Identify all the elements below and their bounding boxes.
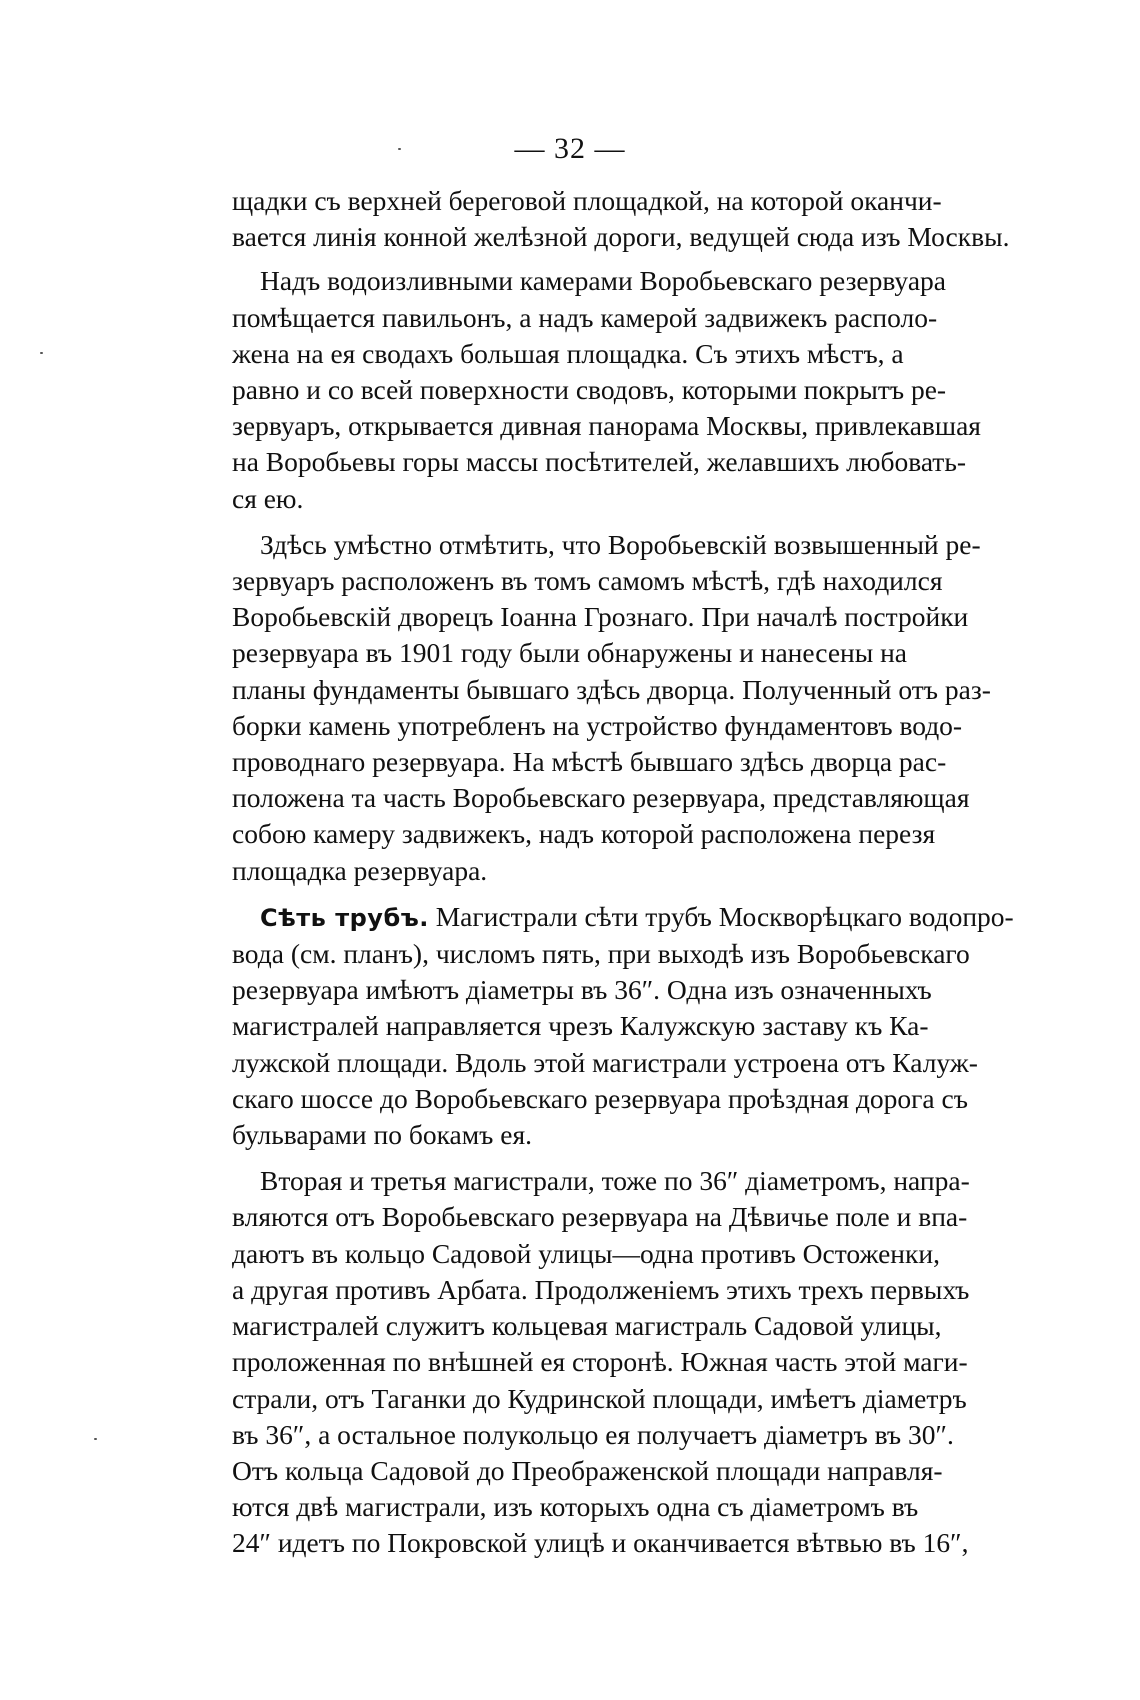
scan-speck [94,1438,97,1440]
text-line: бульварами по бокамъ ея. [232,1119,532,1151]
text-line: зервуаръ расположенъ въ томъ самомъ мѣстѣ, гдѣ находился [232,565,943,597]
text-line: а другая противъ Арбата. Продолженіемъ этихъ трехъ первыхъ [232,1273,970,1305]
text-line: зервуаръ, открывается дивная панорама Москвы, привлекавшая [232,410,981,442]
text-line: щадки съ верхней береговой площадкой, на которой оканчи- [232,185,942,216]
page-number: — 32 — [514,132,626,165]
scan-speck [398,148,401,150]
text-line: скаго шоссе до Воробьевскаго резервуара проѣздная дорога съ [232,1082,968,1114]
text-line: жена на ея сводахъ большая площадка. Съ этихъ мѣстъ, а [232,337,904,369]
text-line: проложенная по внѣшней ея сторонѣ. Южная часть этой маги- [232,1346,968,1378]
text-line: собою камеру задвижекъ, надъ которой расположена перезя [232,818,936,850]
scan-speck [40,352,43,354]
section-heading: Сѣть трубъ. [260,903,429,932]
text-line: планы фундаменты бывшаго здѣсь дворца. Полученный отъ раз- [232,673,991,705]
text-line: площадка резервуара. [232,854,488,886]
text-line: Отъ кольца Садовой до Преображенской площади направля- [232,1454,943,1486]
text-line-fragment: Магистрали сѣти трубъ Москворѣцкаго водопро- [435,900,1014,932]
text-line: проводнаго резервуара. На мѣстѣ бывшаго здѣсь дворца рас- [232,746,947,778]
text-line: Надъ водоизливными камерами Воробьевскаго резервуара [260,265,946,297]
paragraph-1 [232,183,1010,255]
text-line: резервуара имѣютъ діаметры въ 36″. Одна изъ означенныхъ [232,974,932,1006]
text-line: ся ею. [232,482,304,514]
text-line: 24″ идетъ по Покровской улицѣ и оканчивается вѣтвью въ 16″, [232,1527,969,1559]
text-line: Вторая и третья магистрали, тоже по 36″ діаметромъ, напра- [260,1165,970,1197]
text-line: страли, отъ Таганки до Кудринской площади, имѣетъ діаметръ [232,1382,967,1414]
text-line: на Воробьевы горы массы посѣтителей, желавшихъ любовать- [232,446,967,478]
text-line: резервуара въ 1901 году были обнаружены и нанесены на [232,637,908,669]
body-text [232,183,1014,1562]
text-line: въ 36″, а остальное полукольцо ея получаетъ діаметръ въ 30″. [232,1418,954,1450]
text-line [232,899,1014,936]
text-line: положена та часть Воробьевскаго резервуара, представляющая [232,782,970,814]
text-line: Здѣсь умѣстно отмѣтить, что Воробьевскій возвышенный ре- [260,528,981,560]
paragraph-5 [232,1163,970,1561]
text-line: Воробьевскій дворецъ Іоанна Грознаго. При началѣ постройки [232,601,969,633]
text-line: вляются отъ Воробьевскаго резервуара на Дѣвичье поле и впа- [232,1201,968,1233]
paragraph-2 [232,263,981,516]
text-line: магистралей служитъ кольцевая магистраль Садовой улицы, [232,1310,942,1342]
text-line: лужской площади. Вдоль этой магистрали устроена отъ Калуж- [232,1046,978,1078]
text-line: вода (см. планъ), числомъ пять, при выходѣ изъ Воробьевскаго [232,938,970,970]
text-line: помѣщается павильонъ, а надъ камерой задвижекъ располо- [232,301,938,333]
text-line: борки камень употребленъ на устройство фундаментовъ водо- [232,709,963,741]
text-line: ются двѣ магистрали, изъ которыхъ одна съ діаметромъ въ [232,1491,919,1523]
paragraph-3 [232,527,991,889]
text-line: даютъ въ кольцо Садовой улицы—одна противъ Остоженки, [232,1237,940,1269]
text-line: вается линія конной желѣзной дороги, ведущей сюда изъ Москвы. [232,221,1010,253]
text-line: равно и со всей поверхности сводовъ, которыми покрытъ ре- [232,374,947,406]
paragraph-4 [232,899,1014,1153]
text-line: магистралей направляется чрезъ Калужскую заставу къ Ка- [232,1010,929,1042]
